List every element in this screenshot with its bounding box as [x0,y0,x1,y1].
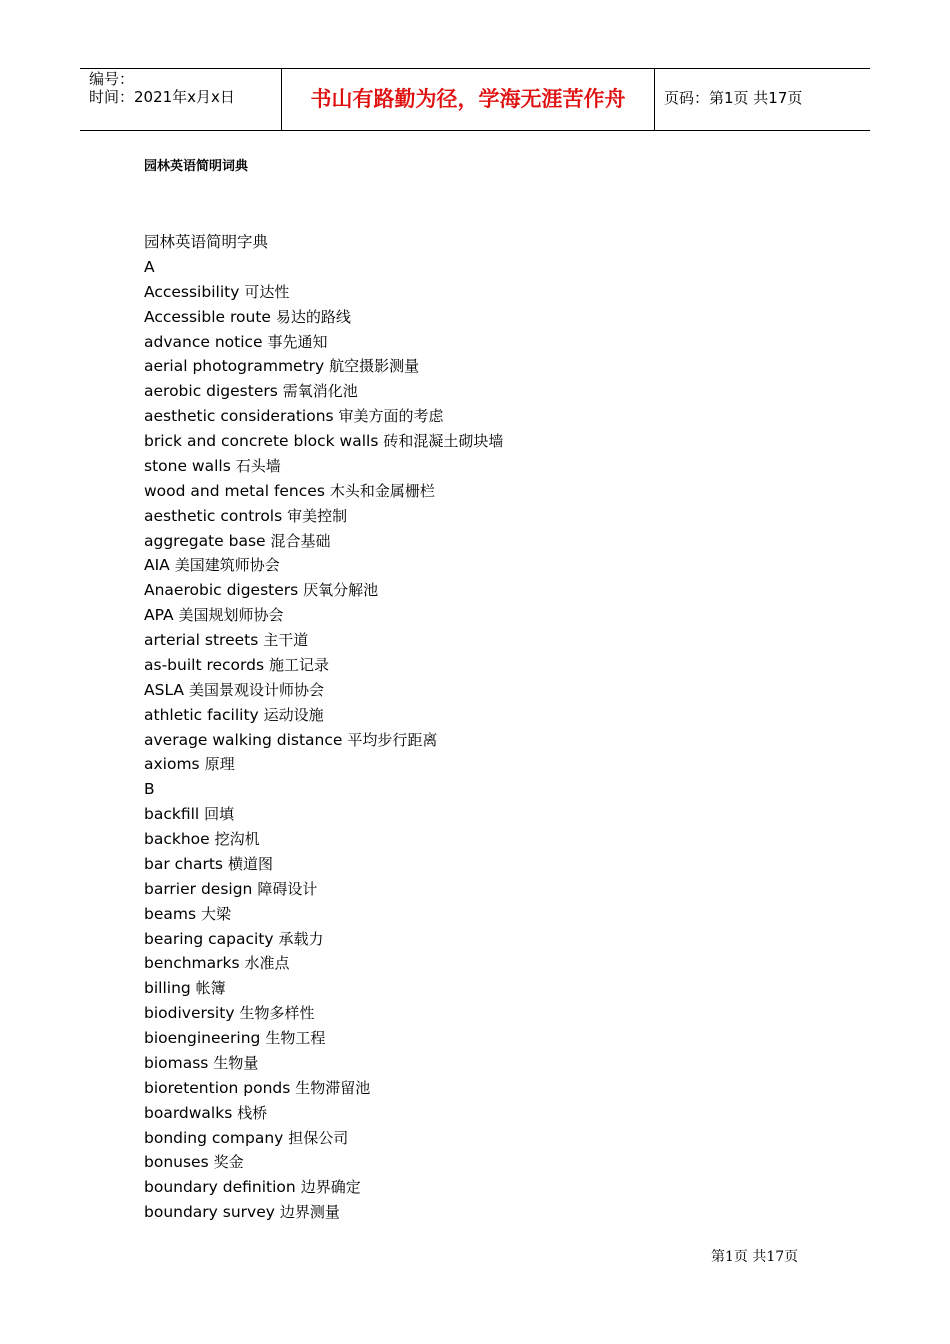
entry-translation: 生物工程 [265,1029,326,1047]
entry-term: wood and metal fences [144,481,325,500]
entry-term: bioengineering [144,1029,261,1047]
glossary-entry [144,927,503,952]
entry-translation: 奖金 [213,1153,244,1172]
header-motto-cell [281,69,655,130]
glossary-entry [144,1001,503,1026]
entry-translation: 帐簿 [195,979,226,998]
entry-term: beams [144,904,197,923]
glossary-entry [144,752,503,777]
glossary-entry [144,404,503,429]
glossary-entry [144,330,503,355]
glossary-entry [144,1101,503,1126]
entry-term: backfill [144,805,200,824]
entry-translation: 挖沟机 [214,830,260,848]
entry-translation: 平均步行距离 [347,730,438,749]
entry-translation: 施工记录 [268,655,329,674]
entry-translation: 审美方面的考虑 [338,407,444,426]
entry-term: Accessibility [144,282,240,301]
entry-term: bar charts [144,854,224,873]
glossary-entry [144,802,503,827]
entry-translation: 原理 [204,755,235,774]
document-title: 园林英语简明词典 [144,159,249,174]
glossary-entry [144,280,503,305]
entry-translation: 厌氧分解池 [303,581,379,600]
entry-translation: 木头和金属栅栏 [329,481,435,500]
entry-translation: 承载力 [278,929,324,948]
entry-term: boardwalks [144,1103,233,1122]
entry-term: B [144,780,155,799]
entry-term: stone walls [144,456,231,475]
glossary-entry [144,504,503,529]
entry-term: boundary definition [144,1178,296,1197]
entry-translation: 可达性 [244,282,290,301]
glossary-entry [144,578,503,603]
entry-term: biodiversity [144,1004,235,1023]
entry-term: Anaerobic digesters [144,581,299,600]
glossary-entry [144,852,503,877]
glossary-entry [144,1076,503,1101]
glossary-entry [144,653,503,678]
glossary-entry [144,1026,503,1051]
glossary-list [144,230,503,1225]
header-meta-cell [80,69,281,130]
entry-translation: 美国建筑师协会 [174,556,280,575]
header-page-info: 页码：第1页 共17页 [664,89,803,107]
glossary-entry [144,678,503,703]
serial-number-label: 编号： [89,70,135,88]
entry-term: average walking distance [144,730,343,749]
glossary-entry [144,1150,503,1175]
entry-term: aerobic digesters [144,382,278,401]
motto: 书山有路勤为径，学海无涯苦作舟 [310,87,626,111]
entry-term: bonuses [144,1153,209,1172]
entry-term: boundary survey [144,1203,275,1222]
glossary-entry [144,976,503,1001]
entry-term: bonding company [144,1128,284,1147]
glossary-entry [144,354,503,379]
entry-translation: 美国规划师协会 [178,606,284,625]
glossary-entry [144,1126,503,1151]
glossary-entry [144,479,503,504]
glossary-entry [144,1200,503,1225]
entry-translation: 边界确定 [300,1178,361,1197]
entry-translation: 石头墙 [235,456,281,475]
entry-term: ASLA [144,680,185,699]
entry-term: advance notice [144,332,263,351]
glossary-entry [144,877,503,902]
entry-translation: 航空摄影测量 [329,357,420,376]
entry-translation: 栈桥 [237,1103,268,1122]
entry-translation: 边界测量 [279,1203,340,1222]
glossary-entry [144,1175,503,1200]
entry-translation: 主干道 [263,631,309,649]
entry-term: biomass [144,1053,209,1072]
entry-term: aesthetic considerations [144,407,334,426]
glossary-entry [144,827,503,852]
entry-term: as-built records [144,655,265,674]
entry-term: Accessible route [144,307,271,326]
entry-term: APA [144,606,174,625]
entry-translation: 需氧消化池 [282,382,358,401]
glossary-entry [144,628,503,653]
entry-translation: 美国景观设计师协会 [188,680,324,699]
entry-translation: 横道图 [227,854,273,873]
entry-term: axioms [144,755,200,774]
entry-term: AIA [144,556,170,575]
footer-page-info: 第1页 共17页 [711,1249,799,1265]
entry-translation: 障碍设计 [257,879,318,898]
glossary-entry [144,305,503,330]
header-page-cell [655,69,870,130]
entry-translation: 生物多样性 [239,1004,315,1023]
entry-translation: 混合基础 [270,531,331,550]
glossary-entry [144,1051,503,1076]
date-label: 时间：2021年x月x日 [89,88,235,106]
entry-translation: 生物滞留池 [295,1078,371,1097]
glossary-entry [144,951,503,976]
entry-term: bioretention ponds [144,1078,291,1097]
glossary-entry [144,454,503,479]
glossary-entry [144,902,503,927]
document-header [80,68,870,131]
glossary-entry [144,603,503,628]
entry-term: athletic facility [144,705,259,724]
entry-translation: 回填 [204,805,235,824]
entry-translation: 易达的路线 [275,307,351,326]
entry-term: barrier design [144,879,253,898]
glossary-entry [144,777,503,802]
entry-term: 园林英语简明字典 [144,233,269,251]
entry-term: aerial photogrammetry [144,357,325,376]
entry-translation: 砖和混凝土砌块墙 [383,432,504,450]
entry-term: brick and concrete block walls [144,432,379,450]
glossary-entry [144,728,503,753]
entry-translation: 运动设施 [263,705,324,724]
entry-term: arterial streets [144,631,259,649]
entry-translation: 大梁 [201,904,232,923]
entry-term: aggregate base [144,531,266,550]
entry-term: A [144,257,155,276]
glossary-entry [144,429,503,454]
glossary-entry [144,529,503,554]
entry-translation: 事先通知 [267,332,328,351]
entry-translation: 生物量 [213,1053,259,1072]
entry-term: billing [144,979,191,998]
entry-translation: 水准点 [244,954,290,973]
entry-term: bearing capacity [144,929,274,948]
entry-translation: 审美控制 [287,506,348,525]
entry-translation: 担保公司 [288,1128,349,1147]
entry-term: benchmarks [144,954,240,973]
glossary-entry [144,379,503,404]
glossary-entry [144,553,503,578]
glossary-entry [144,703,503,728]
entry-term: aesthetic controls [144,506,283,525]
glossary-entry [144,255,503,280]
entry-term: backhoe [144,830,210,848]
glossary-entry [144,230,503,255]
